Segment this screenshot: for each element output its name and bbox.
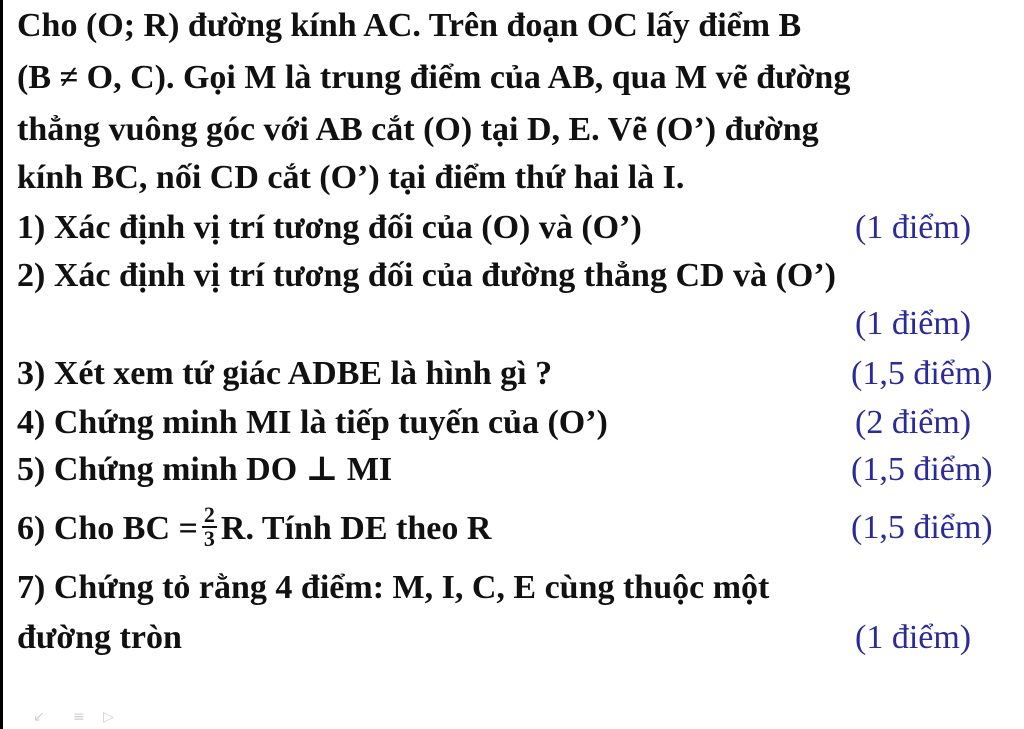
question-7-points: (1 điểm) (855, 619, 972, 656)
question-3-points: (1,5 điểm) (851, 355, 993, 392)
fraction-numerator: 2 (203, 502, 215, 527)
question-7-line-2: đường tròn (17, 619, 182, 656)
question-6-prefix: 6) Cho BC = (17, 509, 198, 547)
question-2-points: (1 điểm) (855, 305, 972, 342)
question-7-line-1: 7) Chứng tỏ rằng 4 điểm: M, I, C, E cùng thuộc một (17, 569, 770, 606)
question-4-text: 4) Chứng minh MI là tiếp tuyến của (O’) (17, 404, 608, 441)
intro-line-4: kính BC, nối CD cắt (O’) tại điểm thứ hai là I. (17, 159, 685, 196)
question-6-points: (1,5 điểm) (851, 509, 993, 546)
question-6-suffix: R. Tính DE theo R (220, 509, 492, 547)
faint-pointer-icon: ▷ (103, 709, 114, 725)
video-control-strip (3, 705, 1024, 729)
question-5-points: (1,5 điểm) (851, 451, 993, 488)
question-3-text: 3) Xét xem tứ giác ADBE là hình gì ? (17, 355, 553, 392)
intro-line-1: Cho (O; R) đường kính AC. Trên đoạn OC lấy điểm B (17, 7, 802, 44)
intro-line-2: (B ≠ O, C). Gọi M là trung điểm của AB, qua M vẽ đường (17, 59, 851, 96)
question-1-text: 1) Xác định vị trí tương đối của (O) và (O’) (17, 209, 642, 246)
faint-menu-icon: ≡ (73, 709, 85, 725)
question-5-text: 5) Chứng minh DO ⊥ MI (17, 451, 393, 488)
question-1-points: (1 điểm) (855, 209, 972, 246)
faint-arrow-icon: ↙ (33, 709, 45, 725)
question-6-text (17, 502, 492, 554)
fraction-two-thirds (202, 504, 217, 550)
question-2-text: 2) Xác định vị trí tương đối của đường thẳng CD và (O’) (17, 257, 836, 294)
question-4-points: (2 điểm) (855, 404, 972, 441)
fraction-denominator: 3 (203, 526, 215, 551)
intro-line-3: thẳng vuông góc với AB cắt (O) tại D, E. Vẽ (O’) đường (17, 111, 819, 148)
